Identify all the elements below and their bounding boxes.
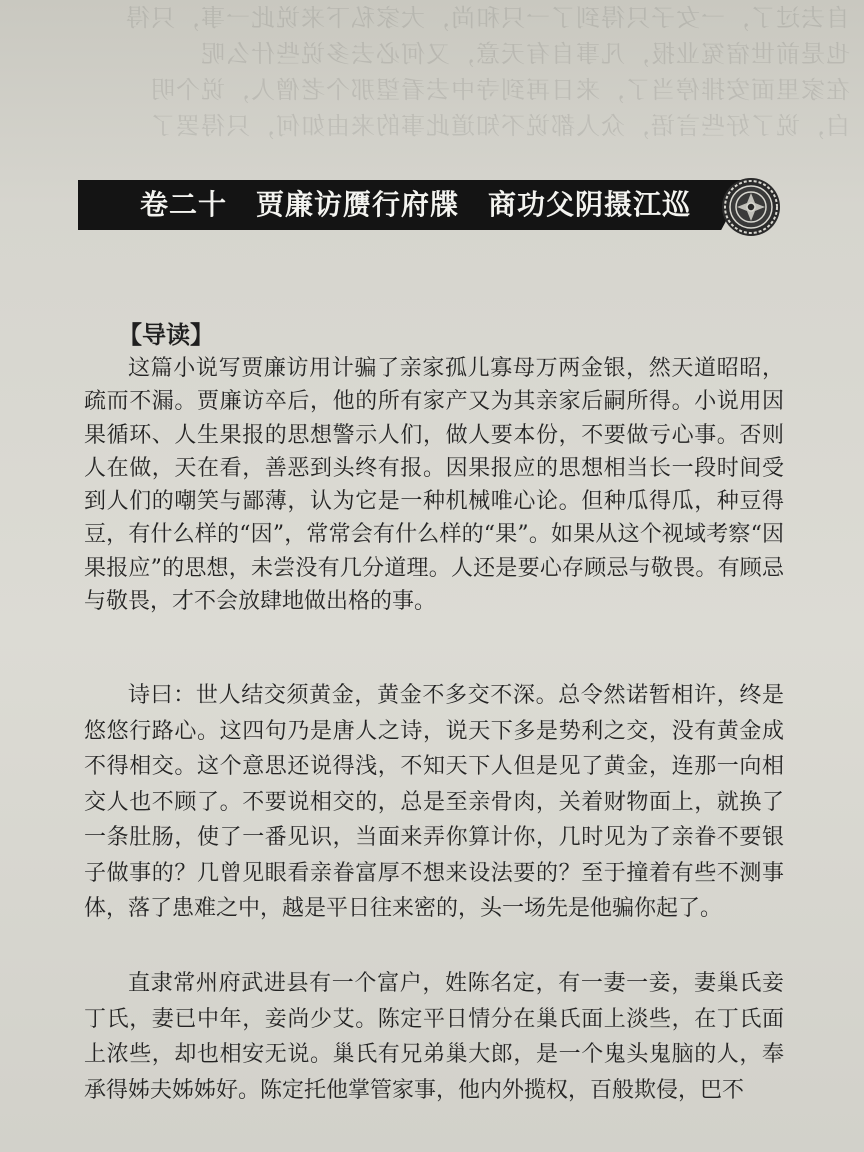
body-paragraph: 诗曰：世人结交须黄金，黄金不多交不深。总令然诺暂相许，终是悠悠行路心。这四句乃是唐人之诗，说天下多是势利之交，没有黄金成不得相交。这个意思还说得浅，不知天下人但是见了黄金，连那一向相交人也不顾了。不要说相交的，总是至亲骨肉，关着财物面上，就换了一条肚肠，使了一番见识，当面来弄你算计你，几时见为了亲眷不要银子做事的？几曾见眼看亲眷富厚不想来设法要的？至于撞着有些不测事体，落了患难之中，越是平日往来密的，头一场先是他骗你起了。 xyxy=(84,683,784,921)
body-paragraph-block xyxy=(84,966,784,1108)
bleed-line: 自去过了，一女子只得到了一只和尚，大家私下来说此一事，只得 xyxy=(125,4,850,32)
intro-label: 【导读】 xyxy=(118,321,214,349)
body-paragraph-block xyxy=(84,678,784,927)
bleed-line: 在家里面安排停当了，来日再到寺中去看望那个老僧人，说个明 xyxy=(150,76,850,104)
body-paragraph: 直隶常州府武进县有一个富户，姓陈名定，有一妻一妾，妻巢氏妾丁氏，妻已中年，妾尚少艾。陈定平日情分在巢氏面上淡些，在丁氏面上浓些，却也相安无说。巢氏有兄弟巢大郎，是一个鬼头鬼脑的人，奉承得姊夫姊姊好。陈定托他掌管家事，他内外揽权，百般欺侵，巴不 xyxy=(84,971,784,1103)
intro-paragraph: 这篇小说写贾廉访用计骗了亲家孤儿寡母万两金银，然天道昭昭，疏而不漏。贾廉访卒后，他的所有家产又为其亲家后嗣所得。小说用因果循环、人生果报的思想警示人们，做人要本份，不要做亏心事。否则人在做，天在看，善恶到头终有报。因果报应的思想相当长一段时间受到人们的嘲笑与鄙薄，认为它是一种机械唯心论。但种瓜得瓜，种豆得豆，有什么样的“因”，常常会有什么样的“果”。如果从这个视域考察“因果报应”的思想，未尝没有几分道理。人还是要心存顾忌与敬畏。有顾忌与敬畏，才不会放肆地做出格的事。 xyxy=(84,356,784,615)
bleed-through-text xyxy=(60,0,850,170)
bleed-line: 也是前世宿冤业报，凡事自有天意，又何必去多说些什么呢 xyxy=(200,40,850,68)
ornamental-medallion-icon xyxy=(720,176,782,238)
bleed-line: 白，说了好些言语，众人都说不知道此事的来由如何，只得罢了 xyxy=(150,112,850,140)
chapter-title: 卷二十 贾廉访赝行府牒 商功父阴摄江巡 xyxy=(140,188,692,221)
intro-text-block xyxy=(84,352,784,618)
